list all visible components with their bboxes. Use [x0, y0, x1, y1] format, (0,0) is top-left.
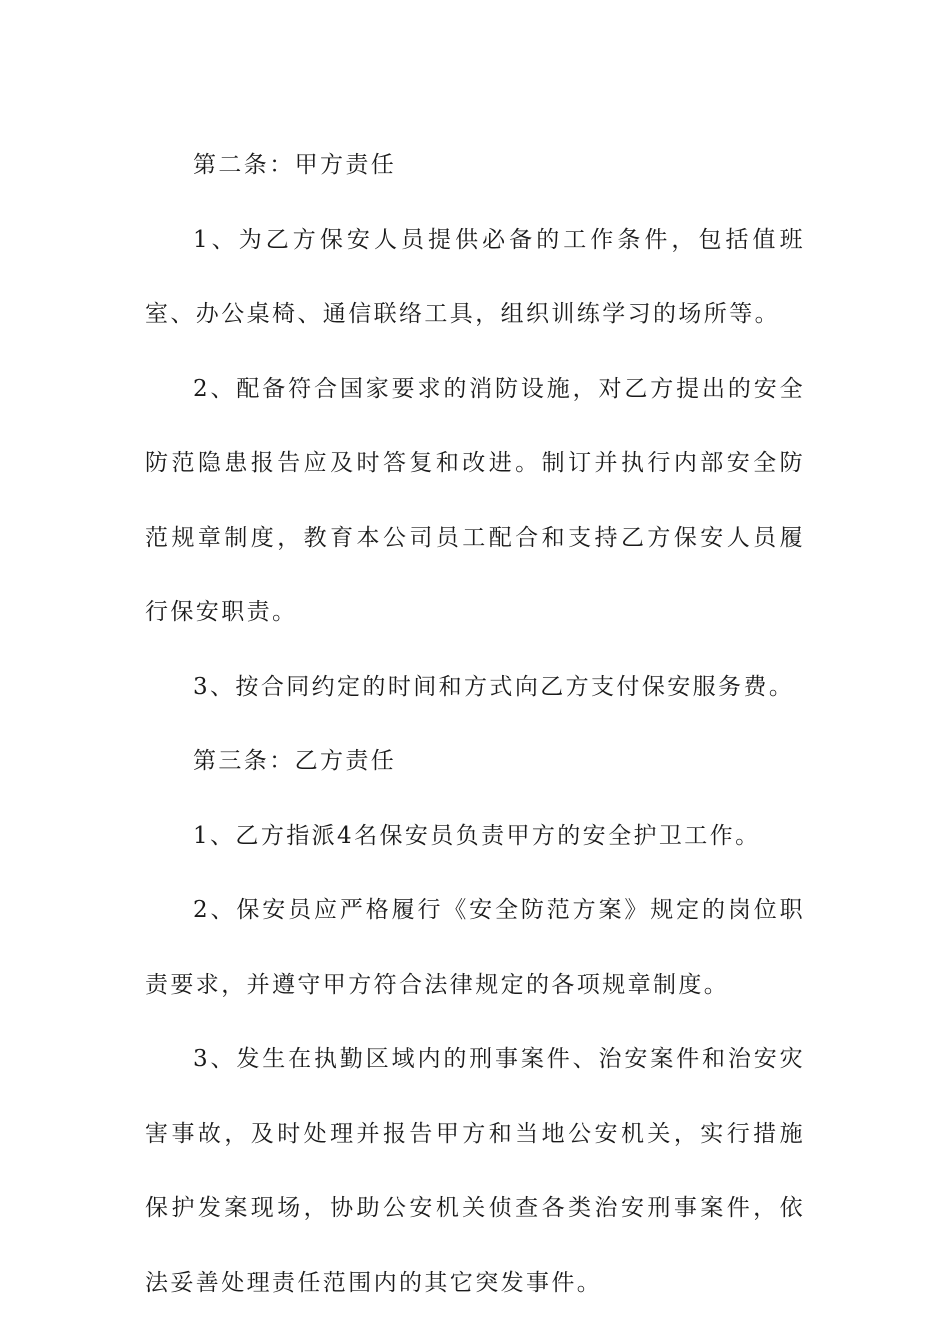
document-body — [145, 128, 805, 1320]
clause-a-1: 1、为乙方保安人员提供必备的工作条件，包括值班室、办公桌椅、通信联络工具，组织训练学习的场所等。 — [145, 226, 805, 327]
clause-a-3: 3、按合同约定的时间和方式向乙方支付保安服务费。 — [193, 673, 795, 700]
clause-b-2: 2、保安员应严格履行《安全防范方案》规定的岗位职责要求，并遵守甲方符合法律规定的各项规章制度。 — [145, 897, 805, 998]
clause-a-2: 2、配备符合国家要求的消防设施，对乙方提出的安全防范隐患报告应及时答复和改进。制订并执行内部安全防范规章制度，教育本公司员工配合和支持乙方保安人员履行保安职责。 — [145, 375, 805, 625]
clause-b-3: 3、发生在执勤区域内的刑事案件、治安案件和治安灾害事故，及时处理并报告甲方和当地公安机关，实行措施保护发案现场，协助公安机关侦查各类治安刑事案件，依法妥善处理责任范围内的其它突发事件。 — [145, 1046, 805, 1296]
section-heading-party-b: 第三条：乙方责任 — [193, 748, 397, 774]
clause-b-1: 1、乙方指派4名保安员负责甲方的安全护卫工作。 — [193, 822, 761, 849]
section-heading-party-a: 第二条：甲方责任 — [193, 152, 397, 178]
